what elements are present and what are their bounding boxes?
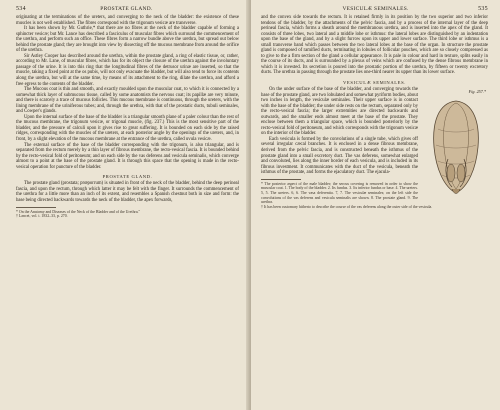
- left-running-header: [16, 6, 239, 12]
- right-section-body: [261, 87, 488, 176]
- figure-label: Fig. 257.*: [468, 89, 486, 95]
- right-paragraph: and the convex side towards the rectum. It is retained firmly in its position by the two superior and two inferior tendons of the bladder, by the attachments of the pelvic fascia, and by a process of the internal layer of the deep perineal fascia, which forms a sheath around the membranous urethra, and is inserted into the apex of the gland. It consists of three lobes, two lateral and a middle lobe or isthmus: the lateral lobes are distinguished by an indentation upon the base of the gland, and by a slight furrow upon its upper and lower surface. The third lobe or isthmus is a small transverse band which passes between the two lateral lobes at the base of the organ. In structure the prostate gland is composed of ramified ducts, terminating in lobules of follicular pouches, which are so closely compressed as to give to the a firm section of the gland a cellular appearance. It is pale in colour and hard in texture, splits easily in the course of its ducts, and is surrounded by a plexus of veins which are confused by the dense fibrous membrane in which it is invested. Its secretion is poured into the prostatic portion of the urethra, by fifteen or twenty excretory ducts. The urethra in passing through the prostate lies one-third nearer its upper than its lower surface.: [261, 15, 488, 76]
- left-footnote: * On the Anatomy and Diseases of the Neck of the Bladder and of the Urethra.": [16, 209, 141, 214]
- left-paragraph: The Mucous coat is thin and smooth, and exactly moulded upon the muscular coat, to which it is connected by a somewhat thick layer of submucous tissue, called by some anatomists the nervous coat; its papillæ are very minute, and there is scarcely a trace of mucous follicles. This mucous membrane is continuous, through the ureters, with the lining membrane of the uriniferous tubes; and, through the urethra, with that of the prostatic ducts, tubuli seminales, and Cowper's glands.: [16, 87, 239, 115]
- left-paragraph: It has been shown by Mr. Guthrie,* that there are no fibres at the neck of the bladder capable of forming a sphincter vesicæ; but Mr. Lance has described a fasciculus of muscular fibres which surround the commencement of the urethra, and perform such an office. These fibres form a narrow bundle above the urethra, but spread out below behind the prostate gland; they are brought into view by dissecting off the mucous membrane from around the orifice of the urethra.: [16, 26, 239, 54]
- left-header-title: PROSTATE GLAND.: [100, 6, 153, 12]
- right-section-paragraph: On the under surface of the base of the bladder, and converging towards the base of the prostate gland, are two lobulated and somewhat pyriform bodies, about two inches in length, the vesiculæ seminales. Their upper surface is in contact with the base of the bladder; the under side rests on the rectum, separated only by the recto-vesical fascia; the larger extremities are directed backwards and outwards, and the smaller ends almost meet at the base of the prostate. They enclose between them a triangular space, which is bounded posteriorly by the recto-vesical fold of peritoneum, and which corresponds with the trigonum vesicæ on the interior of the bladder.: [261, 87, 418, 137]
- right-page: [251, 0, 500, 410]
- right-running-header: [261, 6, 488, 12]
- right-footnote: † It has been customary hitherto to describe the course of the vas deferens along the outer side of the vesicula.: [261, 204, 433, 209]
- right-header-title: VESICULÆ SEMINALES.: [342, 6, 409, 12]
- footnote-rule: [261, 179, 301, 180]
- left-section-paragraph: The prostate gland (prostata; prœporrum) is situated in front of the neck of the bladder, behind the deep perineal fascia, and upon the rectum, through which latter it may be felt with the finger. It surrounds the commencement of the urethra for a little more than an inch of its extent, and resembles a Spanish chestnut both in size and form: the base being directed backwards towards the neck of the bladder, the apex forwards,: [16, 181, 239, 203]
- left-paragraph: Sir Astley Cooper has described around the urethra, within the prostate gland, a ring of elastic tissue, or, rather, according to Mr. Lane, of muscular fibres, which has for its object the closure of the urethra against the involuntary passage of the urine. It is into this ring that the longitudinal fibres of the detrusor urinæ are inserted, so that the muscle, taking a fixed point at the os pubis, will not only evacuate the bladder, but will also tend to force its contents along the urethra, but will at the same time, by means of its attachment to the ring, dilate the urethra, and afford a free egress to the contents of the bladder.: [16, 53, 239, 87]
- figure-257: [424, 89, 488, 197]
- left-page: [0, 0, 249, 410]
- right-footnote: * The posterior aspect of the male bladder; the serous covering is removed in order to show the muscular coat. 1. The body of the bladder. 2. Its fundus. 3. Its inferior fundus or base. 4. The ureters. 5, 5. The ureters. 6, 6. The vasa deferentia. 7, 7. The vesiculæ seminales; on the left side the convolutions of the vas deferens and vesicula seminalis are shown. 8. The prostate gland. 9. The urethra.: [261, 181, 418, 205]
- left-paragraph: originating at the terminations of the ureters, and converging to the neck of the bladder: the existence of these muscles is not well established. The fibres correspond with the trigonum vesicæ are transverse.: [16, 15, 239, 26]
- left-section-heading: PROSTATE GLAND.: [102, 174, 153, 180]
- right-section-paragraph: Each vesicula is formed by the convolutions of a single tube, which gives off several irregular cæcal branches. It is enclosed in a dense fibrous membrane, derived from the pelvic fascia, and is constructed beneath the isthmus of the prostate gland into a small excretory duct. The vas deferens, somewhat enlarged and convoluted, lies along the inner border of each vesicula, and is included in its fibrous investment. It communicates with the duct of the vesicula, beneath the isthmus of the prostate, and forms the ejaculatory duct. The ejacula-: [261, 136, 418, 176]
- left-page-number: 534: [16, 6, 26, 12]
- bladder-illustration-icon: [424, 89, 488, 197]
- right-page-number: 535: [478, 6, 488, 12]
- right-section-heading: VESICULÆ SEMINALES.: [343, 80, 406, 86]
- left-paragraph: Upon the internal surface of the base of the bladder is a triangular smooth plane of a paler colour than the rest of the mucous membrane, the trigonum vesicæ, or trigonal muscle, (fig. 237.) This is the most sensitive part of the bladder, and the pressure of calculi upon it gives rise to great suffering. It is bounded on each side by the raised ridges, corresponding with the muscles of the ureters, at each posterior angle by the openings of the ureters, and, in front, by a slight elevation of the mucous membrane at the entrance of the urethra, called uvula vesicæ.: [16, 114, 239, 143]
- left-paragraph: The external surface of the base of the bladder corresponding with the trigonum, is also triangular, and is separated from the rectum merely by a thin layer of fibrous membrane, the recto-vesical fascia. It is bounded behind by the recto-vesical fold of peritoneum; and on each side by the vas deferens and vesicula seminalis, which converge almost to a point at the base of the prostate gland. It is through this space that the opening is made in the recto-vesical operation for puncture of the bladder.: [16, 142, 239, 170]
- footnote-rule: [16, 207, 56, 208]
- left-footnote: † Lancet, vol. i. 1832–33, p. 270.: [16, 214, 68, 219]
